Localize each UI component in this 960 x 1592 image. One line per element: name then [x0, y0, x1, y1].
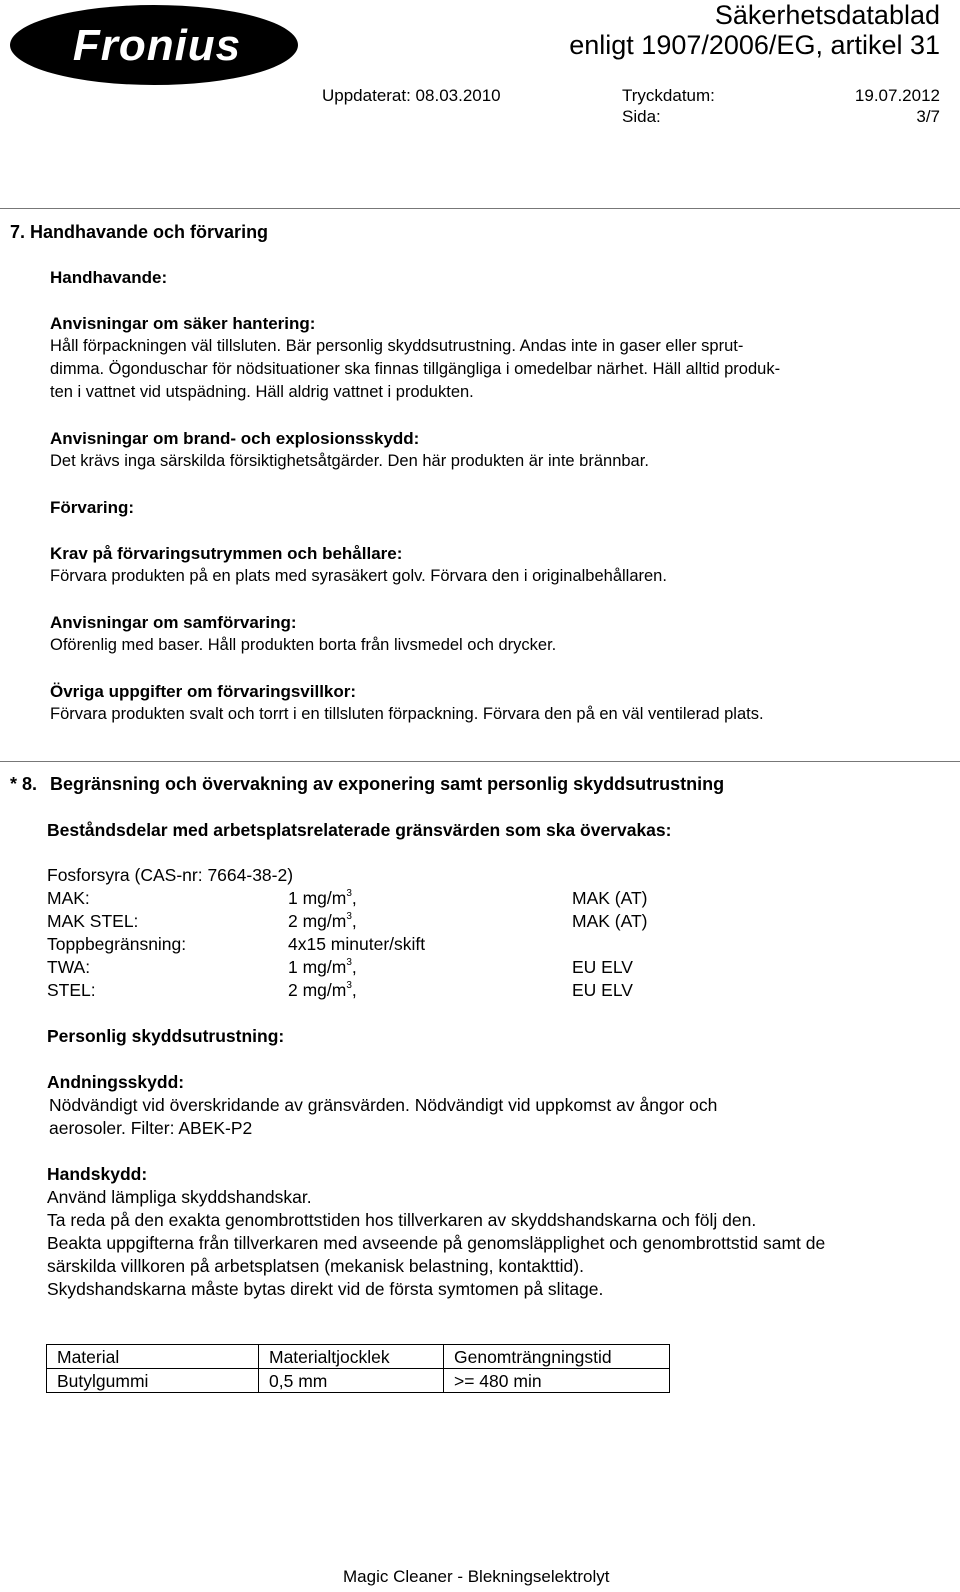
handling-heading: Handhavande:: [50, 268, 168, 287]
divider: [0, 761, 960, 762]
safe-handling-line: Håll förpackningen väl tillsluten. Bär personlig skyddsutrustning. Andas inte in gaser eller sprut-: [50, 337, 744, 355]
storage-heading: Förvaring:: [50, 498, 135, 517]
section-8-marker: * 8.: [10, 774, 38, 794]
safe-handling-line: dimma. Ögonduschar för nödsituationer ska finnas tillgängliga i omedelbar närhet. Häll alltid produk-: [50, 360, 781, 378]
limit-value: 2 $mg/m^3$,: [288, 911, 357, 931]
limits-heading: Beståndsdelar med arbetsplatsrelaterade gränsvärden som ska övervakas:: [47, 820, 672, 840]
page-number: 3/7: [916, 107, 940, 126]
limit-label: TWA:: [47, 957, 91, 977]
co-storage-heading: Anvisningar om samförvaring:: [50, 613, 297, 632]
limit-source: MAK (AT): [572, 911, 648, 931]
table-header-row: [47, 1345, 670, 1369]
section-7-title: 7. Handhavande och förvaring: [10, 222, 269, 242]
table-header-cell: Material: [47, 1345, 259, 1369]
hand-protection-line: Använd lämpliga skyddshandskar.: [47, 1187, 312, 1207]
fronius-logo: [9, 4, 299, 86]
hand-protection-heading: Handskydd:: [47, 1164, 148, 1184]
limit-value: 2 $mg/m^3$,: [288, 980, 357, 1000]
limit-source: EU ELV: [572, 957, 633, 977]
storage-requirements-text: Förvara produkten på en plats med syrasäkert golv. Förvara den i originalbehållaren.: [50, 567, 667, 585]
limit-value: 1 $mg/m^3$,: [288, 888, 357, 908]
table-cell: 0,5 mm: [259, 1369, 444, 1393]
other-storage-text: Förvara produkten svalt och torrt i en tillsluten förpackning. Förvara den på en väl ventilerad plats.: [50, 705, 764, 723]
table-cell: >= 480 min: [444, 1369, 670, 1393]
print-date-label: Tryckdatum:: [622, 86, 715, 105]
limit-value: 4x15 minuter/skift: [288, 934, 426, 954]
hand-protection-line: Beakta uppgifterna från tillverkaren med avseende på genomsläpplighet och genombrottstid samt de: [47, 1233, 826, 1253]
limit-label: MAK:: [47, 888, 90, 908]
hand-protection-line: Ta reda på den exakta genombrottstiden hos tillverkaren av skyddshandskarna och följ den.: [47, 1210, 757, 1230]
ppe-heading: Personlig skyddsutrustning:: [47, 1026, 285, 1046]
print-date-value: 19.07.2012: [854, 86, 940, 105]
table-header-cell: Materialtjocklek: [259, 1345, 444, 1369]
limit-source: MAK (AT): [572, 888, 648, 908]
table-row: [47, 1369, 670, 1393]
updated-date: Uppdaterat: 08.03.2010: [322, 86, 501, 105]
document-title: Säkerhetsdatablad: [714, 0, 940, 30]
respiratory-heading: Andningsskydd:: [47, 1072, 185, 1092]
section-8-title: Begränsning och övervakning av exponering samt personlig skyddsutrustning: [50, 774, 725, 794]
page-label: Sida:: [622, 107, 661, 126]
safe-handling-line: ten i vattnet vid utspädning. Häll aldrig vattnet i produkten.: [50, 383, 474, 401]
co-storage-text: Oförenlig med baser. Håll produkten borta från livsmedel och drycker.: [50, 636, 557, 654]
hand-protection-line: särskilda villkoren på arbetsplatsen (mekanisk belastning, kontakttid).: [47, 1256, 584, 1276]
document-subtitle: enligt 1907/2006/EG, artikel 31: [569, 30, 940, 60]
storage-requirements-heading: Krav på förvaringsutrymmen och behållare:: [50, 544, 403, 563]
table-header-cell: Genomträngningstid: [444, 1345, 670, 1369]
fire-text: Det krävs inga särskilda försiktighetsåtgärder. Den här produkten är inte brännbar.: [50, 452, 649, 470]
limit-value: 1 $mg/m^3$,: [288, 957, 357, 977]
other-storage-heading: Övriga uppgifter om förvaringsvillkor:: [50, 682, 357, 701]
logo-text: Fronius: [72, 21, 242, 70]
respiratory-line: aerosoler. Filter: ABEK-P2: [49, 1118, 253, 1138]
limit-source: EU ELV: [572, 980, 633, 1000]
substance-name: Fosforsyra (CAS-nr: 7664-38-2): [47, 865, 294, 885]
glove-table: [46, 1344, 670, 1393]
safe-handling-heading: Anvisningar om säker hantering:: [50, 314, 316, 333]
footer-product-name: Magic Cleaner - Blekningselektrolyt: [343, 1567, 610, 1586]
limit-label: MAK STEL:: [47, 911, 139, 931]
limit-label: STEL:: [47, 980, 96, 1000]
limit-label: Toppbegränsning:: [47, 934, 187, 954]
hand-protection-line: Skydshandskarna måste bytas direkt vid de första symtomen på slitage.: [47, 1279, 604, 1299]
respiratory-line: Nödvändigt vid överskridande av gränsvärden. Nödvändigt vid uppkomst av ångor och: [49, 1095, 718, 1115]
table-cell: Butylgummi: [47, 1369, 259, 1393]
fire-heading: Anvisningar om brand- och explosionsskydd:: [50, 429, 420, 448]
divider: [0, 208, 960, 209]
